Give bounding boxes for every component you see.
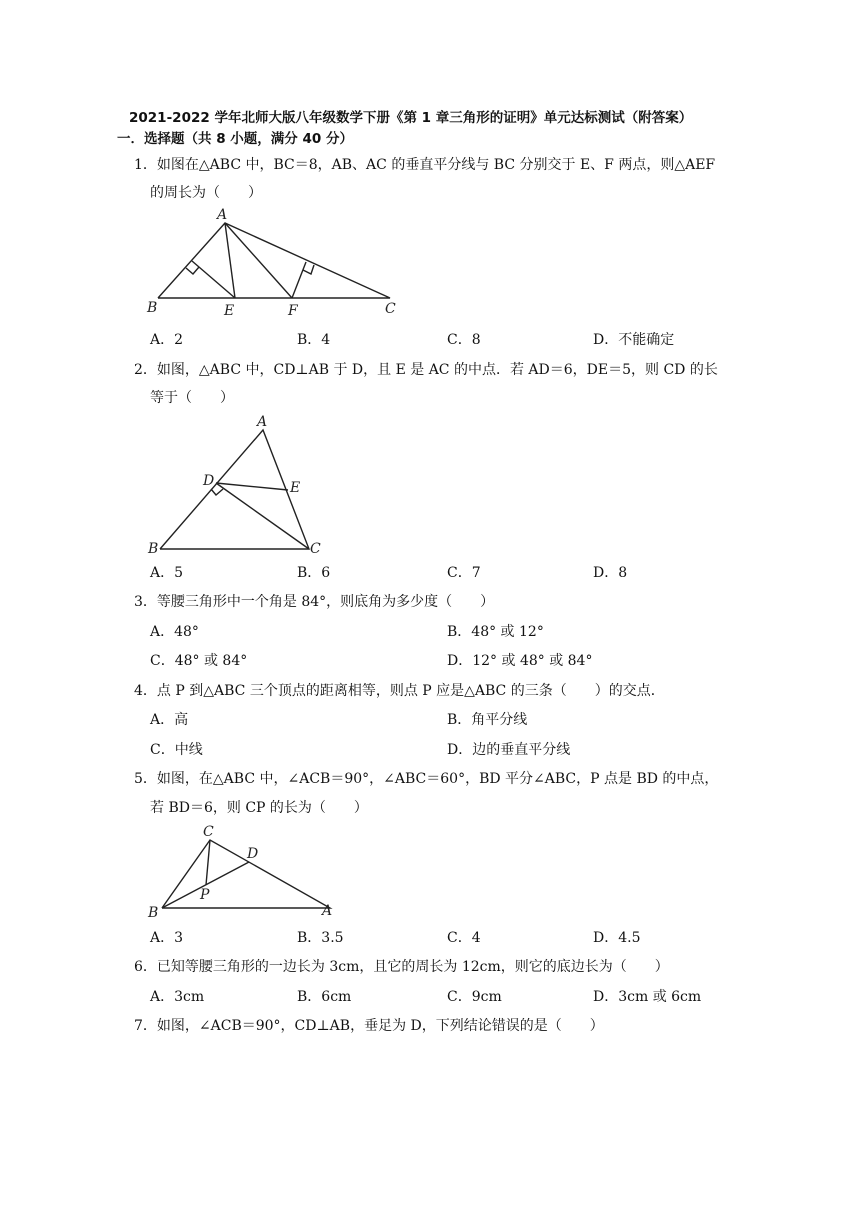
q6-option-d: D．3cm 或 6cm bbox=[593, 989, 702, 1005]
q1-label-f: F bbox=[288, 303, 298, 319]
q2-option-b: B．6 bbox=[297, 565, 331, 581]
q3-option-c: C．48° 或 84° bbox=[150, 653, 248, 669]
q5-text-line1: 5．如图，在△ABC 中，∠ACB＝90°，∠ABC＝60°，BD 平分∠ABC，P 点是 BD 的中点， bbox=[134, 771, 719, 787]
q5-option-c: C．4 bbox=[447, 930, 481, 946]
q2-label-e: E bbox=[290, 480, 301, 496]
q2-text-line2: 等于（ ） bbox=[150, 390, 234, 406]
q5-figure bbox=[140, 820, 350, 925]
q1-triangle bbox=[158, 223, 390, 298]
q1-segment-af bbox=[225, 223, 292, 298]
q2-segment-de bbox=[216, 483, 288, 490]
q1-label-a: A bbox=[217, 207, 228, 223]
q5-option-a: A．3 bbox=[150, 930, 184, 946]
q7-text-line1: 7．如图，∠ACB＝90°，CD⊥AB，垂足为 D，下列结论错误的是（ ） bbox=[134, 1018, 604, 1034]
q2-right-angle-mark bbox=[211, 489, 223, 495]
q4-text-line1: 4．点 P 到△ABC 三个顶点的距离相等，则点 P 应是△ABC 的三条（ ）的交点． bbox=[134, 683, 665, 699]
q2-label-c: C bbox=[310, 541, 321, 557]
q6-text-line1: 6．已知等腰三角形的一边长为 3cm，且它的周长为 12cm，则它的底边长为（ ） bbox=[134, 959, 669, 975]
q4-option-d: D．边的垂直平分线 bbox=[447, 742, 571, 758]
q2-label-b: B bbox=[148, 541, 159, 557]
q3-text-line1: 3．等腰三角形中一个角是 84°，则底角为多少度（ ） bbox=[134, 594, 495, 610]
q1-segment-ae bbox=[225, 223, 235, 298]
q1-text-line2: 的周长为（ ） bbox=[150, 185, 262, 201]
q3-option-d: D．12° 或 48° 或 84° bbox=[447, 653, 593, 669]
q2-option-d: D．8 bbox=[593, 565, 628, 581]
q5-label-b: B bbox=[148, 905, 159, 921]
q1-option-d: D．不能确定 bbox=[593, 332, 675, 348]
q4-option-a: A．高 bbox=[150, 712, 189, 728]
q1-text-line1: 1．如图在△ABC 中，BC＝8，AB、AC 的垂直平分线与 BC 分别交于 E、F 两点，则△AEF bbox=[134, 157, 716, 173]
q1-figure bbox=[140, 205, 410, 320]
q5-label-a: A bbox=[322, 903, 333, 919]
q5-text-line2: 若 BD＝6，则 CP 的长为（ ） bbox=[150, 800, 368, 816]
q1-perp-bisector-ac bbox=[292, 262, 306, 298]
q1-option-b: B．4 bbox=[297, 332, 331, 348]
q6-option-b: B．6cm bbox=[297, 989, 352, 1005]
section-heading: 一．选择题（共 8 小题，满分 40 分） bbox=[117, 131, 353, 147]
q2-figure bbox=[140, 410, 340, 560]
q6-option-c: C．9cm bbox=[447, 989, 502, 1005]
q3-option-a: A．48° bbox=[150, 624, 199, 640]
q1-right-angle-mark-1 bbox=[186, 267, 199, 274]
q5-label-p: P bbox=[200, 887, 210, 903]
q2-option-a: A．5 bbox=[150, 565, 184, 581]
q1-option-c: C．8 bbox=[447, 332, 481, 348]
q5-label-c: C bbox=[203, 824, 214, 840]
q5-segment-cp bbox=[206, 840, 210, 885]
q4-option-c: C．中线 bbox=[150, 742, 203, 758]
q1-label-c: C bbox=[385, 301, 396, 317]
q3-option-b: B．48° 或 12° bbox=[447, 624, 544, 640]
page-title: 2021-2022 学年北师大版八年级数学下册《第 1 章三角形的证明》单元达标测试（附答案） bbox=[129, 110, 693, 126]
q5-option-b: B．3.5 bbox=[297, 930, 344, 946]
q6-option-a: A．3cm bbox=[150, 989, 205, 1005]
q2-label-d: D bbox=[203, 473, 215, 489]
q1-label-e: E bbox=[224, 303, 235, 319]
q2-text-line1: 2．如图，△ABC 中，CD⊥AB 于 D，且 E 是 AC 的中点．若 AD＝6，DE＝5，则 CD 的长 bbox=[134, 362, 718, 378]
q5-label-d: D bbox=[247, 846, 259, 862]
q1-label-b: B bbox=[147, 300, 158, 316]
q2-option-c: C．7 bbox=[447, 565, 481, 581]
q2-label-a: A bbox=[257, 414, 268, 430]
q5-option-d: D．4.5 bbox=[593, 930, 641, 946]
q5-triangle bbox=[162, 840, 330, 908]
q1-perp-bisector-ab bbox=[192, 261, 235, 298]
q1-option-a: A．2 bbox=[150, 332, 184, 348]
q4-option-b: B．角平分线 bbox=[447, 712, 528, 728]
